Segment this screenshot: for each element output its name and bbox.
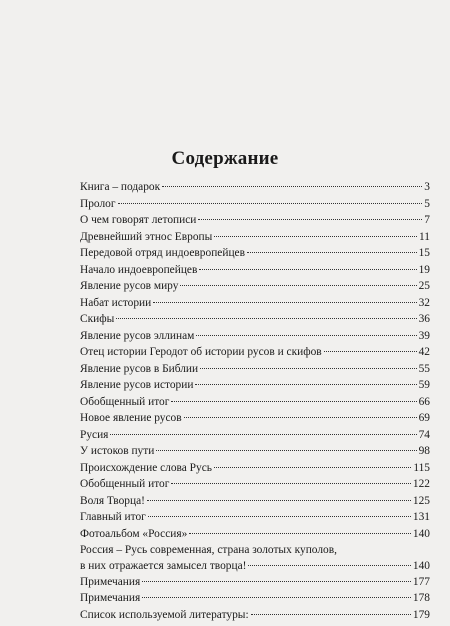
- toc-entry-title: Россия – Русь современная, страна золотых куполов,: [80, 544, 337, 556]
- toc-entry-title: Главный итог: [80, 511, 146, 523]
- dot-leader: [324, 351, 417, 352]
- toc-entry: [80, 311, 430, 328]
- toc-entry-page: 59: [418, 379, 430, 391]
- toc-entry: [80, 410, 430, 427]
- table-of-contents: [80, 179, 430, 623]
- dot-leader: [199, 269, 416, 270]
- toc-entry-title: Русия: [80, 428, 109, 441]
- toc-entry-title: Фотоальбом «Россия»: [80, 527, 188, 540]
- toc-entry: [80, 179, 430, 196]
- toc-entry-page: 177: [412, 575, 430, 588]
- toc-entry-page: 5: [424, 197, 430, 210]
- dot-leader: [189, 533, 411, 534]
- toc-entry-page: 3: [424, 181, 430, 193]
- dot-leader: [184, 417, 417, 418]
- toc-entry-title: Отец истории Геродот об истории русов и скифов: [80, 346, 322, 358]
- toc-entry-title: Передовой отряд индоевропейцев: [80, 247, 245, 259]
- toc-entry-page: 19: [418, 263, 430, 276]
- toc-entry-title: в них отражается замысел творца!: [80, 559, 247, 572]
- dot-leader: [110, 434, 416, 435]
- toc-entry: [80, 344, 430, 361]
- toc-entry: [80, 526, 430, 543]
- dot-leader: [196, 335, 416, 336]
- toc-entry-title: Список используемой литературы:: [80, 608, 249, 621]
- toc-entry-title: Явление русов истории: [80, 379, 194, 391]
- dot-leader: [248, 565, 410, 566]
- toc-entry-page: 36: [418, 313, 430, 325]
- toc-entry-title: Воля Творца!: [80, 494, 145, 507]
- toc-entry-page: 69: [418, 412, 430, 424]
- toc-entry-title: Явление русов миру: [80, 280, 179, 292]
- toc-entry: [80, 377, 430, 394]
- toc-entry-title: Набат истории: [80, 296, 152, 309]
- toc-entry-page: 42: [418, 346, 430, 358]
- dot-leader: [147, 500, 411, 501]
- dot-leader: [148, 516, 411, 517]
- toc-entry-page: 140: [412, 559, 430, 572]
- dot-leader: [156, 450, 416, 451]
- toc-entry: [80, 262, 430, 279]
- toc-entry-title: Примечания: [80, 575, 141, 588]
- toc-entry: [80, 196, 430, 213]
- page-title: Содержание: [171, 148, 279, 169]
- dot-leader: [200, 368, 416, 369]
- toc-entry-page: 98: [418, 445, 430, 457]
- toc-entry: [80, 212, 430, 229]
- dot-leader: [142, 581, 411, 582]
- dot-leader: [153, 302, 416, 303]
- toc-entry: [80, 542, 430, 559]
- toc-entry: [80, 509, 430, 526]
- toc-entry-page: 125: [412, 494, 430, 507]
- dot-leader: [180, 285, 416, 286]
- toc-entry: [80, 427, 430, 444]
- toc-entry: [80, 278, 430, 295]
- dot-leader: [247, 252, 417, 253]
- toc-entry-page: 115: [413, 461, 430, 474]
- toc-entry: [80, 394, 430, 411]
- toc-entry: [80, 245, 430, 262]
- toc-entry: [80, 493, 430, 510]
- toc-entry-page: 32: [418, 296, 430, 309]
- toc-entry-title: Происхождение слова Русь: [80, 461, 212, 474]
- toc-entry-title: Начало индоевропейцев: [80, 263, 198, 276]
- toc-entry-title: Явление русов в Библии: [80, 362, 199, 375]
- dot-leader: [214, 236, 417, 237]
- toc-entry: [80, 328, 430, 345]
- dot-leader: [251, 614, 411, 615]
- toc-entry-page: 7: [424, 214, 430, 226]
- toc-entry: [80, 361, 430, 378]
- toc-entry-continued: [80, 559, 430, 574]
- toc-entry: [80, 295, 430, 312]
- toc-entry-title: Новое явление русов: [80, 412, 182, 424]
- toc-entry: [80, 460, 430, 477]
- toc-entry: [80, 590, 430, 607]
- dot-leader: [195, 384, 416, 385]
- toc-entry-title: У истоков пути: [80, 445, 155, 457]
- toc-entry-page: 15: [418, 247, 430, 259]
- dot-leader: [198, 219, 422, 220]
- toc-entry-page: 122: [412, 478, 430, 490]
- toc-entry: [80, 476, 430, 493]
- toc-entry-page: 66: [418, 395, 430, 408]
- toc-entry: [80, 229, 430, 246]
- toc-entry-title: Скифы: [80, 313, 115, 325]
- toc-entry-title: Обобщенный итог: [80, 478, 170, 490]
- toc-entry-page: 55: [418, 362, 430, 375]
- dot-leader: [116, 318, 416, 319]
- toc-entry-title: Примечания: [80, 592, 141, 604]
- toc-entry-page: 25: [418, 280, 430, 292]
- dot-leader: [171, 401, 416, 402]
- toc-entry-page: 131: [412, 511, 430, 523]
- toc-entry-title: Явление русов эллинам: [80, 329, 195, 342]
- toc-entry: [80, 574, 430, 591]
- toc-entry-page: 179: [412, 608, 430, 621]
- toc-entry-page: 11: [419, 230, 430, 243]
- dot-leader: [162, 186, 422, 187]
- toc-entry-page: 74: [418, 428, 430, 441]
- toc-entry-page: 178: [412, 592, 430, 604]
- toc-entry-page: 39: [418, 329, 430, 342]
- toc-entry-title: Книга – подарок: [80, 181, 161, 193]
- dot-leader: [142, 597, 411, 598]
- toc-entry-page: 140: [412, 527, 430, 540]
- toc-entry: [80, 443, 430, 460]
- toc-entry: [80, 607, 430, 624]
- toc-entry-title: Обобщенный итог: [80, 395, 170, 408]
- dot-leader: [171, 483, 410, 484]
- toc-entry-title: О чем говорят летописи: [80, 214, 197, 226]
- toc-entry-title: Древнейший этнос Европы: [80, 230, 213, 243]
- dot-leader: [214, 467, 411, 468]
- dot-leader: [118, 203, 423, 204]
- toc-entry-title: Пролог: [80, 197, 116, 210]
